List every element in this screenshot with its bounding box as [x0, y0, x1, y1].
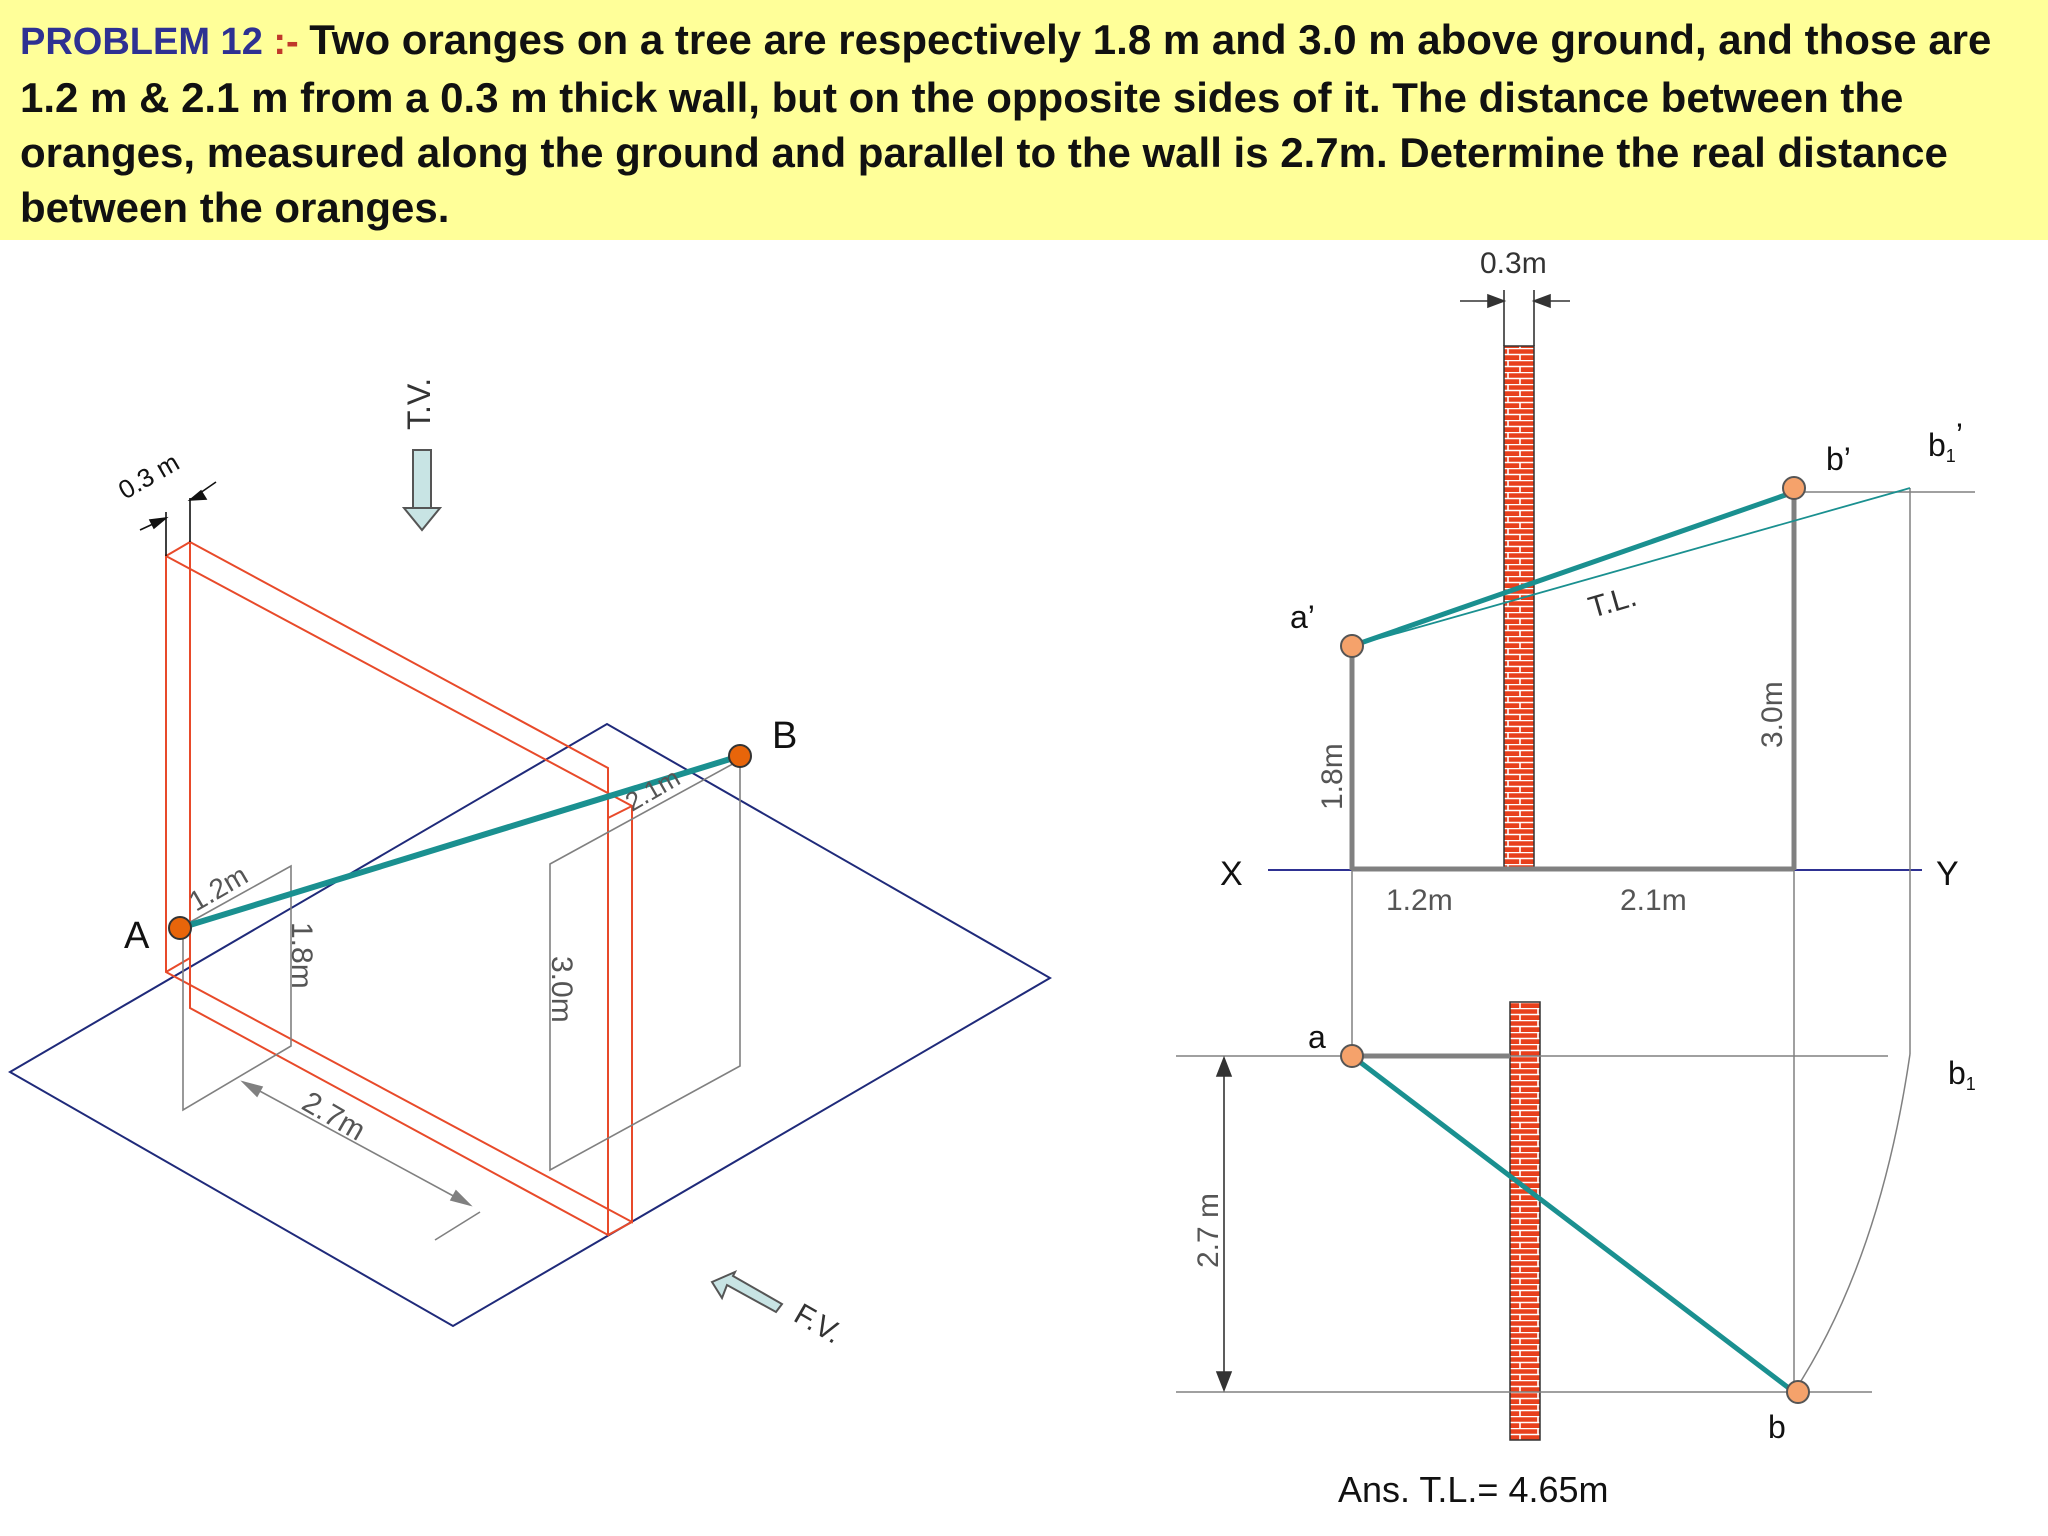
dist-b-ortho: 2.1m	[1620, 884, 1687, 917]
dist-a-pictorial: 1.2m	[183, 859, 253, 918]
top-view-arrow	[404, 450, 440, 530]
arrowhead-icon	[1488, 295, 1504, 307]
wall-thickness-dim-ortho	[1460, 290, 1570, 346]
height-a-ortho: 1.8m	[1316, 743, 1349, 810]
point-b-front	[1783, 477, 1805, 499]
pictorial-wall-thickness: 0.3 m	[113, 446, 185, 506]
point-a-front	[1341, 635, 1363, 657]
pictorial-view	[10, 378, 1050, 1351]
b1-front-base: b	[1928, 427, 1946, 463]
arrowhead-icon	[1534, 295, 1550, 307]
x-label: X	[1220, 855, 1243, 893]
arrowhead-icon	[451, 1191, 470, 1205]
problem-separator: :-	[262, 21, 310, 63]
wall-plan	[1510, 1002, 1540, 1440]
front-view-label: F.V.	[788, 1297, 848, 1351]
y-label: Y	[1936, 855, 1959, 893]
label-a-top: a	[1308, 1019, 1326, 1055]
label-b1-top	[1948, 1055, 1976, 1094]
top-view-line	[1352, 1056, 1794, 1392]
height-b-pictorial: 3.0m	[545, 956, 578, 1023]
arrowhead-icon	[190, 491, 206, 500]
along-wall-pictorial: 2.7m	[296, 1085, 371, 1148]
dist-a-ortho: 1.2m	[1386, 884, 1453, 917]
dist-b-pictorial: 2.1m	[620, 762, 686, 818]
label-b-top: b	[1768, 1409, 1786, 1445]
down-arrow-icon	[404, 508, 440, 530]
height-dim-lines	[1352, 492, 1794, 1056]
label-a-front: a’	[1290, 599, 1315, 635]
arrowhead-icon	[1217, 1372, 1231, 1390]
arrowhead-icon	[1217, 1058, 1231, 1076]
arrowhead-icon	[243, 1082, 262, 1096]
height-b-ortho: 3.0m	[1756, 681, 1789, 748]
left-arrow-icon	[712, 1272, 782, 1312]
orthographic-view	[1176, 247, 1976, 1510]
wall-elevation	[1504, 346, 1534, 870]
true-length-line	[1352, 488, 1910, 646]
front-view-line	[1352, 492, 1794, 646]
dimension-along-wall	[243, 1082, 480, 1240]
label-b-front: b’	[1826, 441, 1851, 477]
point-b-top	[1787, 1381, 1809, 1403]
b1-top-sub: 1	[1965, 1074, 1976, 1094]
true-length-label: T.L.	[1584, 579, 1641, 625]
label-b-pictorial: B	[772, 715, 798, 757]
problem-text: Two oranges on a tree are respectively 1.8 m and 3.0 m above ground, and those are 1.2 m & 2.1 m from a 0.3 m thick wall, but on the opposite sides of it. The distance between the oranges, measured along the ground and parallel to the wall is 2.7m. Determine the real distance between the oranges.	[20, 16, 1992, 231]
b1-front-sub: 1	[1945, 446, 1956, 466]
front-view-arrow	[712, 1272, 782, 1312]
top-view-label: T.V.	[401, 377, 437, 430]
arrowhead-icon	[150, 518, 166, 528]
label-b1-front	[1928, 417, 1963, 466]
label-a-pictorial: A	[124, 915, 150, 957]
along-wall-ortho: 2.7 m	[1192, 1192, 1225, 1268]
orange-b-pictorial	[729, 745, 751, 767]
b1-top-base: b	[1948, 1055, 1966, 1091]
projection-planes	[183, 760, 740, 1170]
orange-a-pictorial	[169, 917, 191, 939]
answer-text: Ans. T.L.= 4.65m	[1338, 1469, 1609, 1510]
b1-front-mark: ’	[1955, 417, 1963, 453]
height-a-pictorial: 1.8m	[285, 922, 318, 989]
problem-label: PROBLEM 12	[20, 21, 263, 63]
point-a-top	[1341, 1045, 1363, 1067]
wall-thickness-dim	[140, 482, 216, 556]
wall-thickness-ortho: 0.3m	[1480, 247, 1547, 280]
